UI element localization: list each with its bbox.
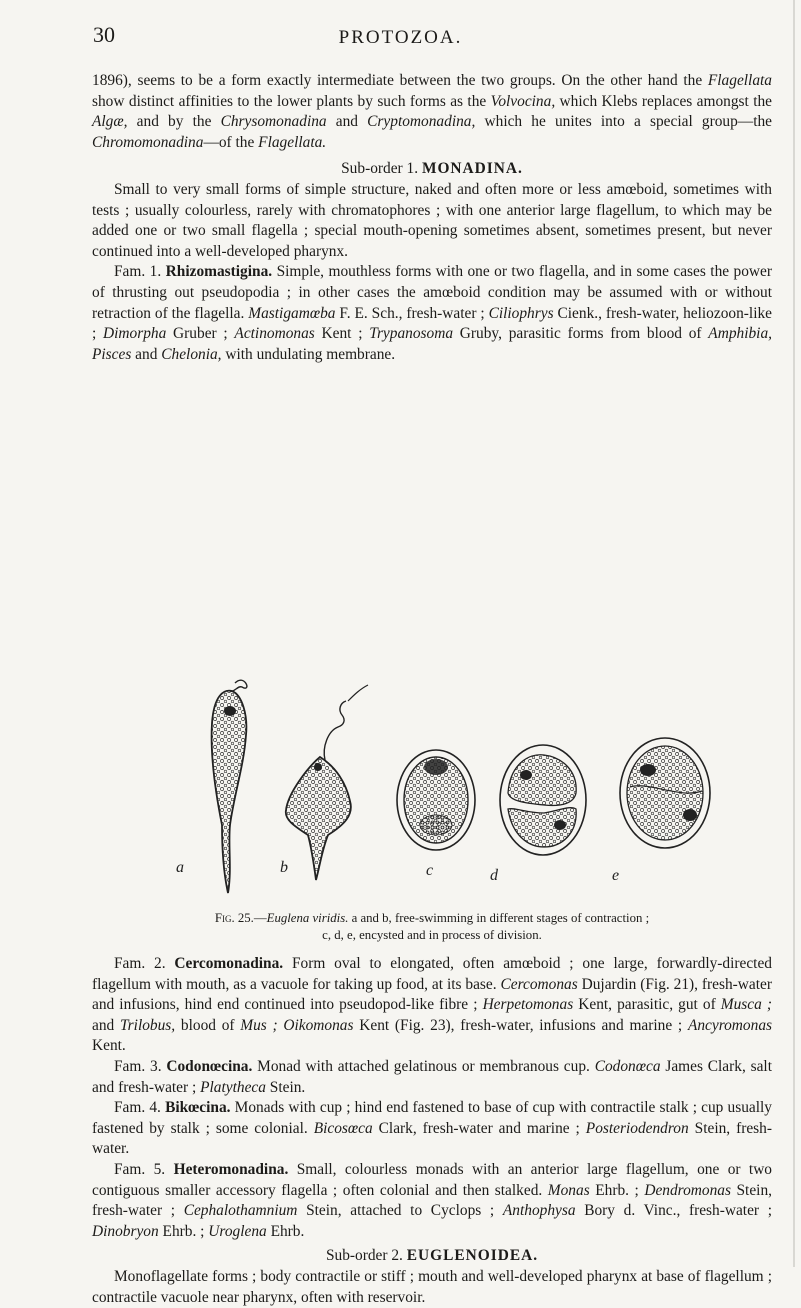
figure-label-e: e [612,867,620,884]
figure-e-cyst [612,738,710,884]
suborder-heading-monadina: Sub-order 1. MONADINA. [341,160,523,178]
figure-label-d: d [490,867,498,884]
paragraph-monadina-description: Small to very small forms of simple structure, naked and often more or less amœboid, sometimes with tests ; usually colourless, rarely with chromatophores ; with one anterior large flagellum, to which may be added one or two small flagella ; special mouth-opening sometimes absent, sometimes present, but never continued into a well-developed pharynx. [92,180,772,260]
euglena-illustration [150,675,750,910]
paragraph-continuation: 1896), seems to be a form exactly intermediate between the two groups. On the other hand the Flagellata show distinct affinities to the lower plants by such forms as the Volvocina, which Klebs replaces amongst the Algæ, and by the Chrysomonadina and Cryptomonadina, which he unites into a special group—the Chromomonadina—of the Flagellata. [92,72,773,151]
running-head: PROTOZOA. [338,27,463,48]
figure-caption: Fig. 25.—Euglena viridis. a and b, free-swimming in different stages of contraction ; c, d, e, encysted and in process of division. [214,911,650,942]
paragraph-fam-3: Fam. 3. Codonœcina. Monad with attached gelatinous or membranous cup. Codonœca James Clark, salt and fresh-water ; Platytheca Stein. [92,1057,772,1096]
figure-a-euglena [176,680,247,893]
suborder-heading-euglenoidea: Sub-order 2. EUGLENOIDEA. [325,1247,539,1265]
figure-euglena-viridis [150,675,750,910]
figure-b-euglena [280,685,368,880]
figure-label-b: b [280,859,288,876]
figure-label-a: a [176,859,184,876]
figure-c-cyst [397,750,475,879]
paragraph-fam-2: Fam. 2. Cercomonadina. Form oval to elongated, often amœboid ; one large, forwardly-directed flagellum with mouth, as a vacuole for taking up food, at its base. Cercomonas Dujardin (Fig. 21), fresh-water and infusions, hind end continued into pseudopod-like fibre ; Herpetomonas Kent, parasitic, gut of Musca ; and Trilobus, blood of Mus ; Oikomonas Kent (Fig. 23), fresh-water, infusions and marine ; Ancyromonas Kent. [92,955,772,1055]
figure-label-c: c [426,862,434,879]
lower-text-block [92,954,772,1308]
paragraph-fam-5: Fam. 5. Heteromonadina. Small, colourless monads with an anterior large flagellum, one or two contiguous smaller accessory flagella ; often colonial and then stalked. Monas Ehrb. ; Dendromonas Stein, fresh-water ; Cephalothamnium Stein, attached to Cyclops ; Anthophysa Bory d. Vinc., fresh-water ; Dinobryon Ehrb. ; Uroglena Ehrb. [92,1160,773,1240]
paragraph-fam-1: Fam. 1. Rhizomastigina. Simple, mouthless forms with one or two flagella, and in some cases the power of thrusting out pseudopodia ; in other cases the amœboid condition may be assumed with or without retraction of the flagella. Mastigamœba F. E. Sch., fresh-water ; Ciliophrys Cienk., fresh-water, heliozoon-like ; Dimorpha Gruber ; Actinomonas Kent ; Trypanosoma Gruby, parasitic forms from blood of Amphibia, Pisces and Chelonia, with undulating membrane. [92,263,772,363]
figure-d-cyst [490,745,586,884]
paragraph-euglenoidea-description: Monoflagellate forms ; body contractile or stiff ; mouth and well-developed pharynx at base of flagellum ; contractile vacuole near pharynx, often with reservoir. [92,1267,772,1306]
page-number: 30 [93,22,115,47]
upper-text-block [92,71,772,365]
page-edge-shadow [793,0,795,1267]
paragraph-fam-4: Fam. 4. Bikœcina. Monads with cup ; hind end fastened to base of cup with contractile stalk ; cup usually fastened by stalk ; some colonial. Bicosœca Clark, fresh-water and marine ; Posteriodendron Stein, fresh-water. [92,1099,772,1158]
